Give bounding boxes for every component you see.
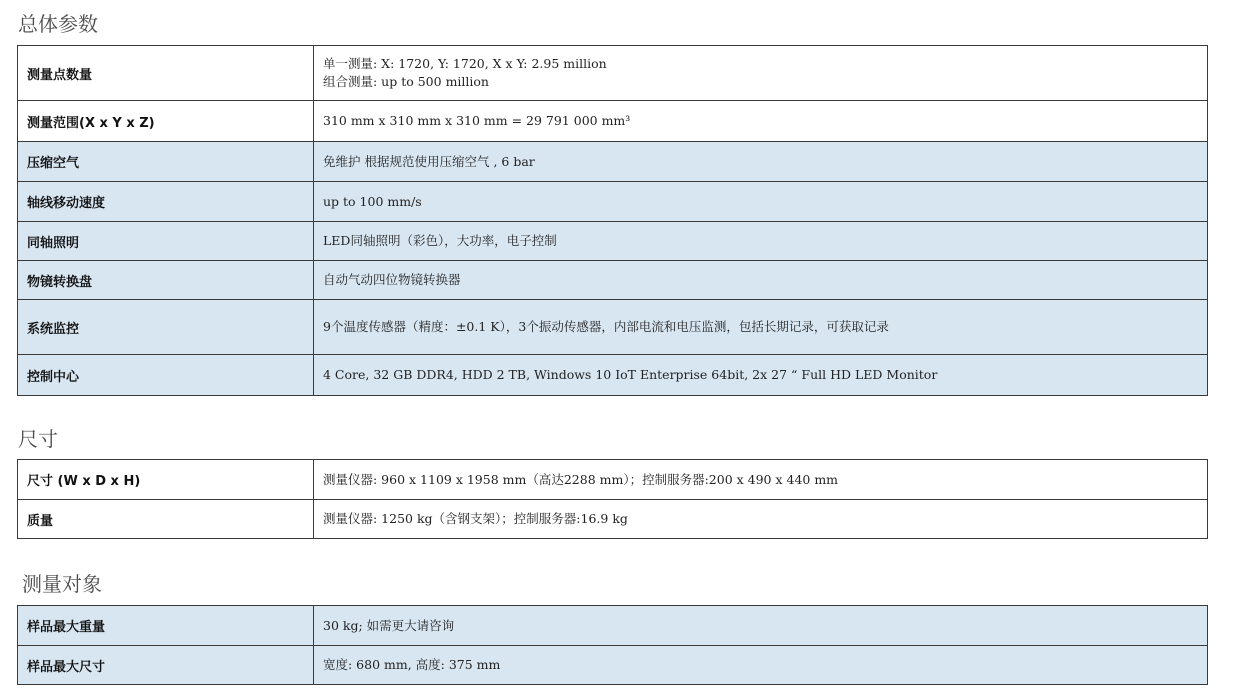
table-row — [18, 460, 1208, 500]
row-label: 系统监控 — [18, 300, 314, 355]
row-value: 310 mm x 310 mm x 310 mm = 29 791 000 mm³ — [314, 101, 1208, 142]
row-label: 测量范围(X x Y x Z) — [18, 101, 314, 142]
row-label: 尺寸 (W x D x H) — [18, 460, 314, 500]
row-value-line: 单一测量: X: 1720, Y: 1720, X x Y: 2.95 million — [323, 56, 607, 71]
row-value: 30 kg; 如需更大请咨询 — [314, 606, 1208, 646]
row-value: up to 100 mm/s — [314, 182, 1208, 222]
row-label: 测量点数量 — [18, 46, 314, 101]
row-label: 样品最大尺寸 — [18, 646, 314, 685]
row-value: 宽度: 680 mm, 高度: 375 mm — [314, 646, 1208, 685]
row-value: 测量仪器: 1250 kg（含钢支架）；控制服务器:16.9 kg — [314, 500, 1208, 539]
row-label: 轴线移动速度 — [18, 182, 314, 222]
row-label: 控制中心 — [18, 355, 314, 396]
spec-table-dimensions — [17, 459, 1208, 539]
row-value: 自动气动四位物镜转换器 — [314, 261, 1208, 300]
table-row — [18, 606, 1208, 646]
table-row — [18, 46, 1208, 101]
table-row — [18, 500, 1208, 539]
table-row — [18, 261, 1208, 300]
row-value: 测量仪器: 960 x 1109 x 1958 mm（高达2288 mm）；控制服务器:200 x 490 x 440 mm — [314, 460, 1208, 500]
row-value: LED同轴照明（彩色），大功率，电子控制 — [314, 222, 1208, 261]
row-value: 9个温度传感器（精度：±0.1 K），3个振动传感器，内部电流和电压监测，包括长期记录，可获取记录 — [314, 300, 1208, 355]
row-label: 质量 — [18, 500, 314, 539]
table-row — [18, 101, 1208, 142]
table-row — [18, 182, 1208, 222]
table-row — [18, 300, 1208, 355]
section-title-measurement-object: 测量对象 — [22, 572, 102, 596]
table-row — [18, 142, 1208, 182]
section-title-dimensions: 尺寸 — [18, 427, 58, 451]
table-row — [18, 222, 1208, 261]
row-label: 物镜转换盘 — [18, 261, 314, 300]
section-title-general: 总体参数 — [18, 12, 98, 36]
table-row — [18, 355, 1208, 396]
row-label: 样品最大重量 — [18, 606, 314, 646]
row-value — [314, 46, 1208, 101]
row-value: 4 Core, 32 GB DDR4, HDD 2 TB, Windows 10 IoT Enterprise 64bit, 2x 27 “ Full HD LED Monitor — [314, 355, 1208, 396]
row-label: 压缩空气 — [18, 142, 314, 182]
table-row — [18, 646, 1208, 685]
row-label: 同轴照明 — [18, 222, 314, 261]
row-value: 免维护 根据规范使用压缩空气 , 6 bar — [314, 142, 1208, 182]
spec-table-general — [17, 45, 1208, 396]
spec-table-measurement-object — [17, 605, 1208, 685]
row-value-line: 组合测量: up to 500 million — [323, 74, 489, 89]
